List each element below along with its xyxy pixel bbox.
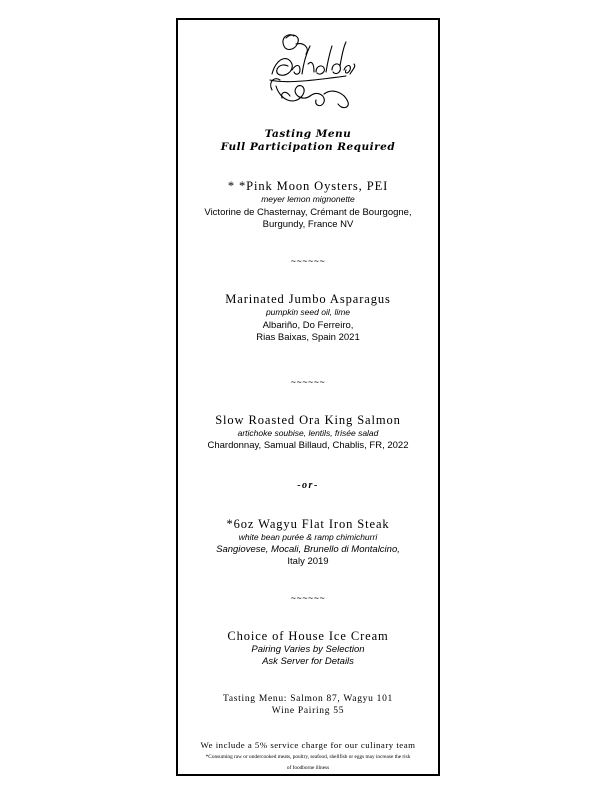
course-1-wine-line-2: Burgundy, France NV <box>262 219 354 230</box>
disclaimer-line-1: *Consuming raw or undercooked meats, poultry, seafood, shellfish or eggs may increase the risk <box>205 754 411 760</box>
course-2-name: Marinated Jumbo Asparagus <box>225 292 391 306</box>
separator: ~~~~~~ <box>290 377 326 387</box>
course-2-wine-line-1: Albariño, Do Ferreiro, <box>262 320 354 331</box>
course-4-wine-line-2: Italy 2019 <box>287 556 329 567</box>
service-charge-note: We include a 5% service charge for our culinary team <box>200 740 416 750</box>
course-5-pairing-line-1: Pairing Varies by Selection <box>251 644 365 655</box>
menu-subtitle: Full Participation Required <box>220 141 396 153</box>
course-3-description: artichoke soubise, lentils, frisée salad <box>237 428 379 438</box>
course-1-description: meyer lemon mignonette <box>261 194 355 204</box>
course-1-name: * *Pink Moon Oysters, PEI <box>227 179 389 193</box>
course-4-description: white bean purée & ramp chimichurri <box>238 532 378 542</box>
course-3-wine-line-1: Chardonnay, Samual Billaud, Chablis, FR, 2022 <box>207 440 409 451</box>
course-2-wine-line-2: Rias Baixas, Spain 2021 <box>256 332 360 343</box>
pricing-line-2: Wine Pairing 55 <box>271 706 345 716</box>
separator: ~~~~~~ <box>290 256 326 266</box>
or-divider: -or- <box>297 480 319 491</box>
menu-title: Tasting Menu <box>264 128 352 140</box>
svg-text:beholder: beholder <box>308 74 314 75</box>
course-5-name: Choice of House Ice Cream <box>227 629 389 643</box>
beholder-logo <box>266 30 356 112</box>
menu-card <box>176 18 440 776</box>
course-4-wine-line-1: Sangiovese, Mocali, Brunello di Montalcino, <box>216 544 400 555</box>
separator: ~~~~~~ <box>290 593 326 603</box>
course-5-pairing-line-2: Ask Server for Details <box>262 656 354 667</box>
disclaimer-line-2: of foodborne illness <box>286 765 330 771</box>
course-1-wine-line-1: Victorine de Chasternay, Crémant de Bourgogne, <box>204 207 412 218</box>
course-4-name: *6oz Wagyu Flat Iron Steak <box>226 517 390 531</box>
course-3-name: Slow Roasted Ora King Salmon <box>215 413 401 427</box>
course-2-description: pumpkin seed oil, lime <box>265 307 351 317</box>
pricing-line-1: Tasting Menu: Salmon 87, Wagyu 101 <box>223 694 393 704</box>
